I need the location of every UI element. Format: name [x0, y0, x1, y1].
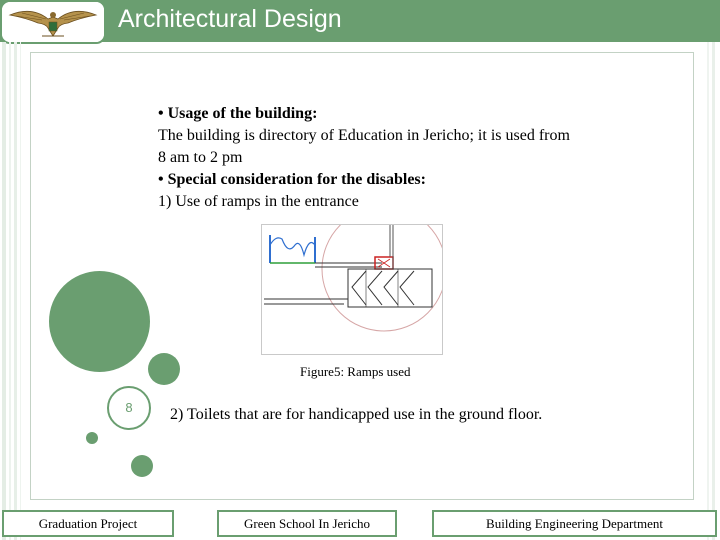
header-bar — [0, 0, 720, 42]
decor-stripe — [14, 42, 17, 540]
decor-stripe — [9, 42, 11, 540]
footer-left: Graduation Project — [2, 510, 174, 537]
decor-stripe — [20, 42, 21, 540]
decor-stripe — [2, 42, 6, 540]
slide-body — [158, 103, 658, 213]
slide-number: 8 — [107, 386, 151, 430]
ramp-figure — [261, 224, 443, 355]
footer-center: Green School In Jericho — [217, 510, 397, 537]
usage-text: The building is directory of Education in Jericho; it is used from — [158, 127, 570, 144]
ramp-plan-drawing — [262, 225, 442, 354]
special-heading: • Special consideration for the disables: — [158, 171, 426, 188]
figure-caption: Figure5: Ramps used — [300, 364, 411, 379]
usage-text: 8 am to 2 pm — [158, 149, 243, 166]
decor-circle-large — [49, 271, 150, 372]
eagle-emblem-icon — [2, 2, 104, 42]
list-item-toilets: 2) Toilets that are for handicapped use in the ground floor. — [170, 406, 543, 423]
logo — [0, 0, 106, 44]
decor-circle-small — [86, 432, 98, 444]
footer-right: Building Engineering Department — [432, 510, 717, 537]
page-title: Architectural Design — [118, 5, 342, 33]
list-item-ramps: 1) Use of ramps in the entrance — [158, 193, 359, 210]
decor-circle-medium — [148, 353, 180, 385]
decor-stripe — [707, 42, 709, 540]
decor-circle-small — [131, 455, 153, 477]
decor-stripe — [712, 42, 715, 540]
usage-heading: • Usage of the building: — [158, 105, 318, 122]
